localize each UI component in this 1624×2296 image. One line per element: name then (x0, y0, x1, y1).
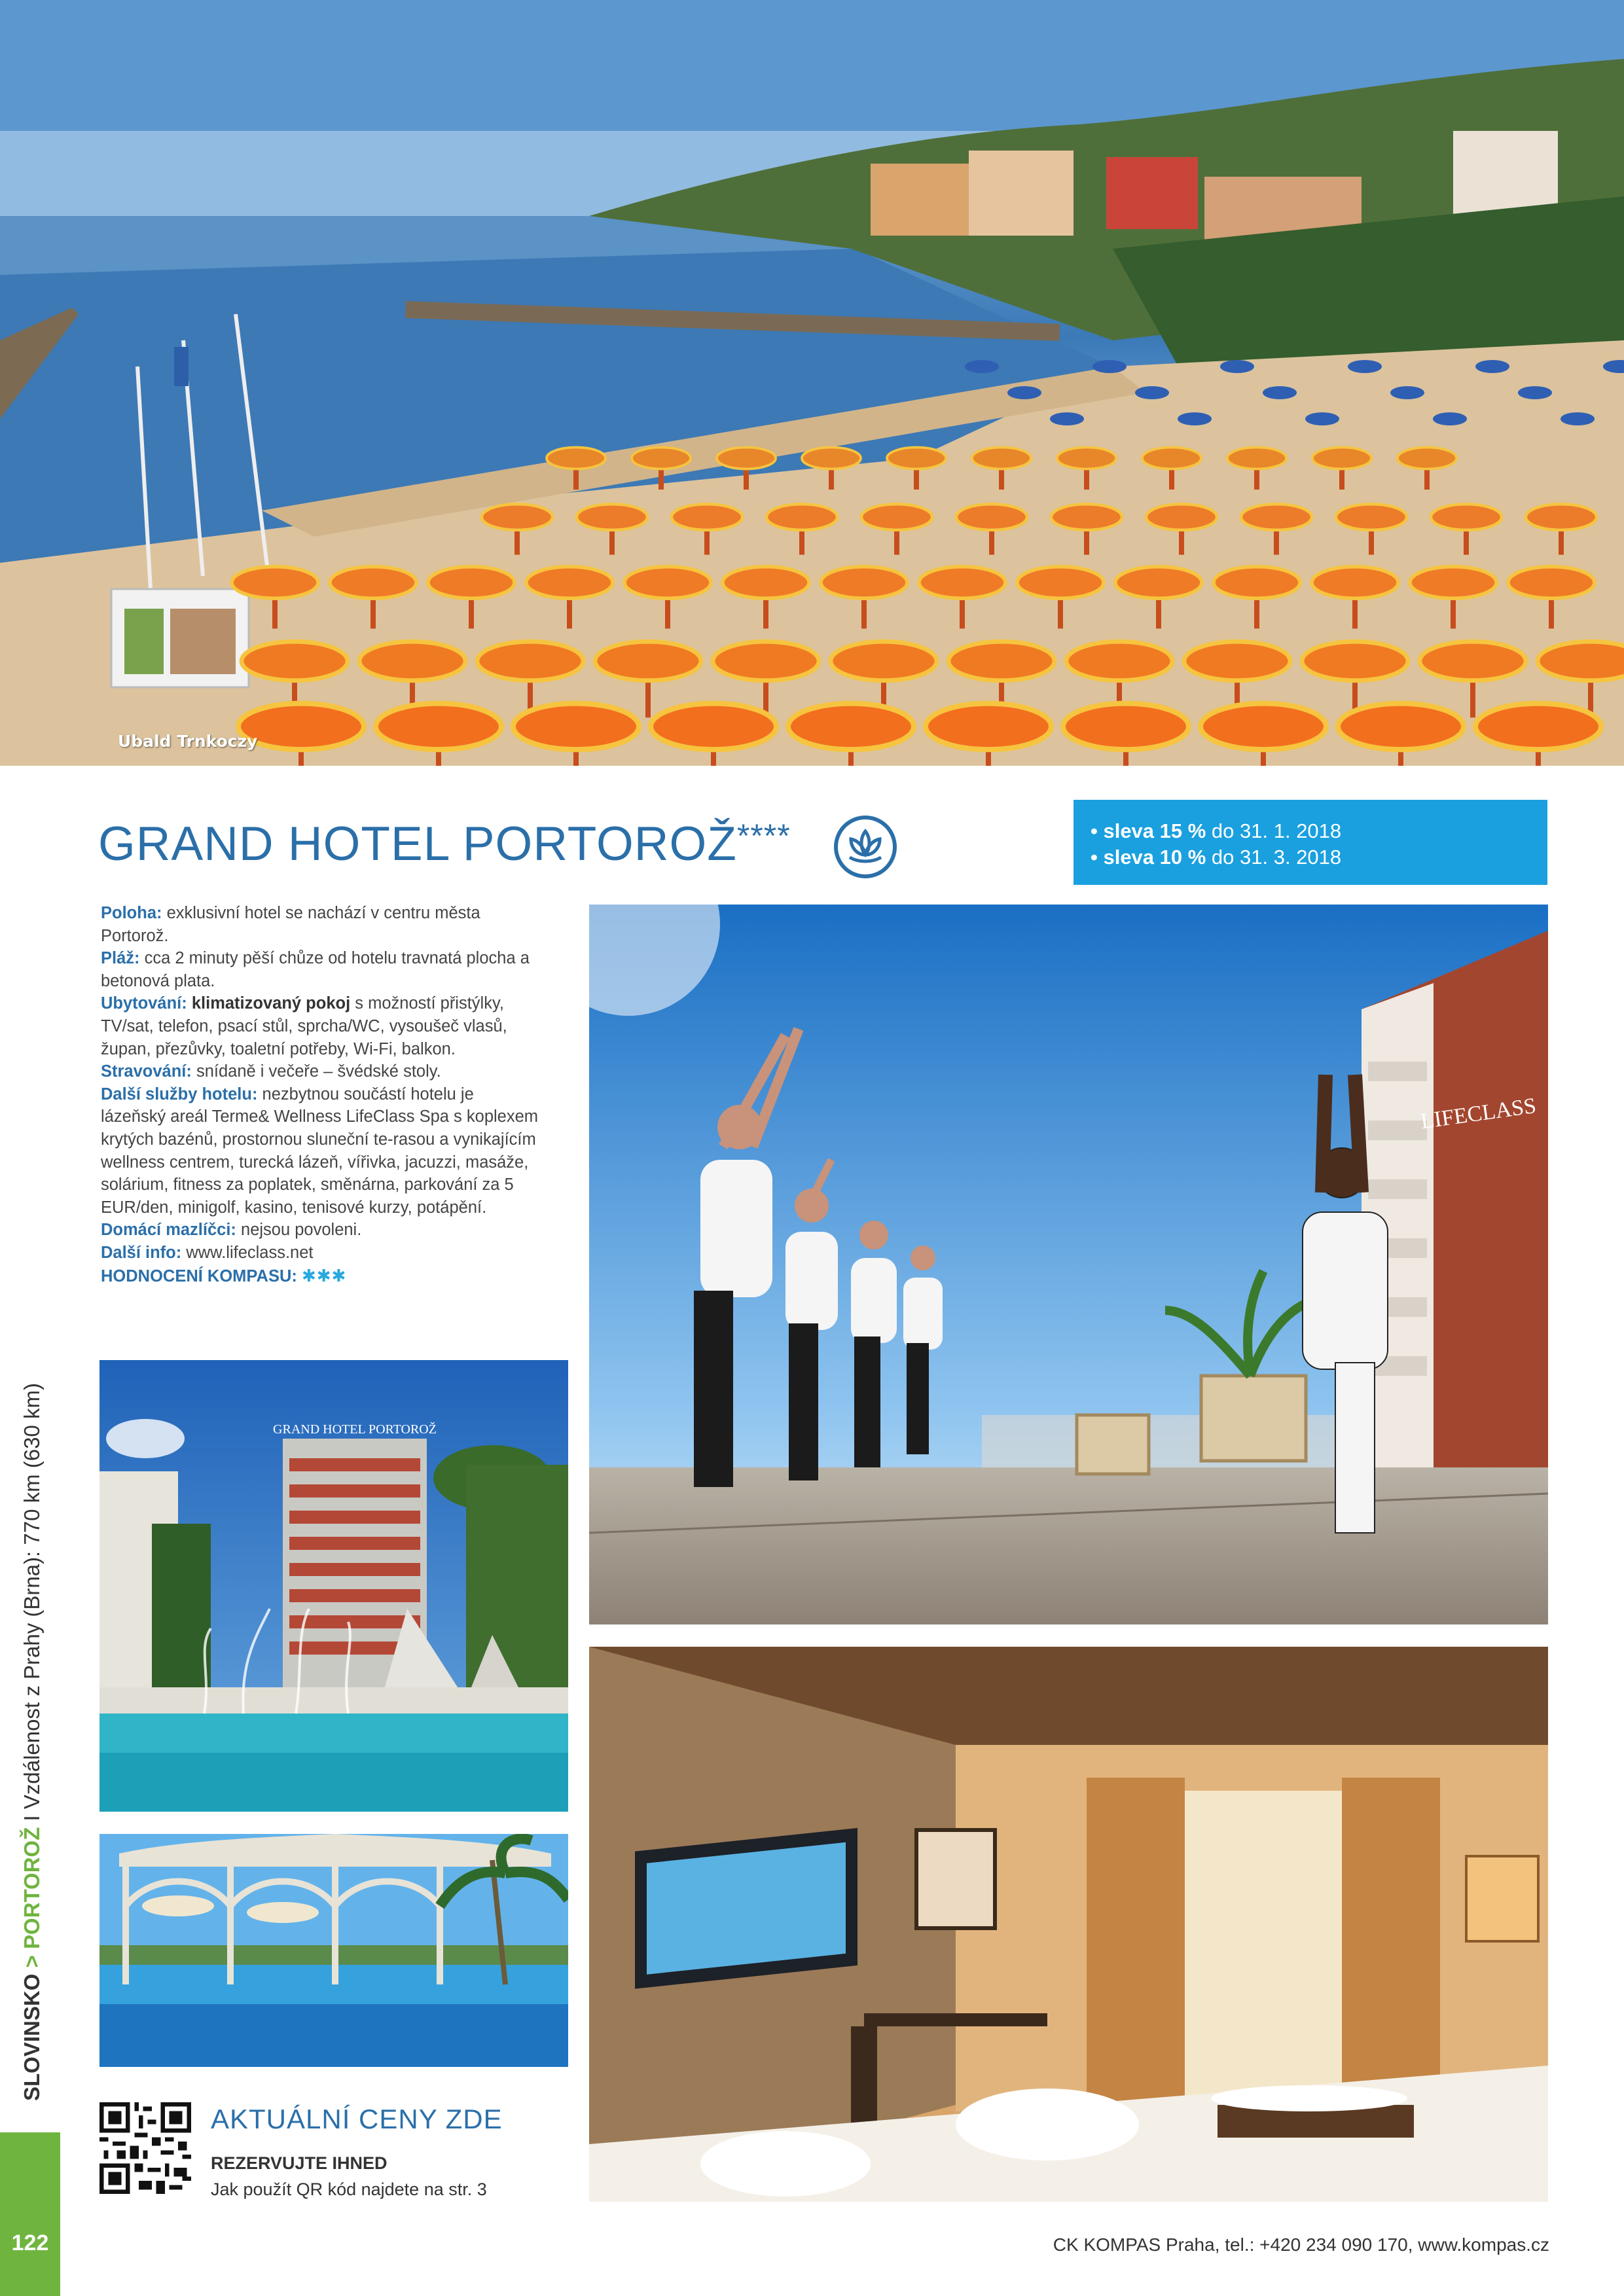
hotel-name: GRAND HOTEL PORTOROŽ (98, 817, 737, 870)
desc-plaz: Pláž: cca 2 minuty pěší chůze od hotelu travnatá plocha a betonová plata. (101, 949, 530, 990)
desc-ubytovani: Ubytování: klimatizovaný pokoj s možností přistýlky, TV/sat, telefon, psací stůl, sprcha/WC, vysoušeč vlasů, župan, přezůvky, toaletní potřeby, Wi-Fi, balkon. (101, 994, 507, 1058)
hotel-room-photo (589, 1647, 1548, 2202)
breadcrumb-arrow: > (20, 1949, 44, 1974)
separator: I (20, 1809, 44, 1827)
rooftop-yoga-photo (589, 905, 1548, 1624)
distance-label: Vzdálenost z Prahy (Brna): 770 km (630 km) (20, 1383, 44, 1810)
lotus-spa-icon (833, 814, 898, 880)
footer-contact: CK KOMPAS Praha, tel.: +420 234 090 170, www.kompas.cz (1053, 2234, 1549, 2255)
desc-poloha: Poloha: exklusivní hotel se nachází v centru města Portorož. (101, 904, 480, 945)
desc-stravovani: Stravování: snídaně i večeře – švédské stoly. (101, 1062, 441, 1081)
hotel-sign: GRAND HOTEL PORTOROŽ (273, 1422, 437, 1437)
side-location-text (20, 1302, 50, 2101)
hotel-fountain-photo (99, 1360, 568, 1812)
discount-box (1074, 800, 1547, 885)
qr-note: Jak použít QR kód najdete na str. 3 (211, 2179, 487, 2199)
website-link[interactable]: www.lifeclass.net (181, 1243, 314, 1262)
desc-hodnoceni: HODNOCENÍ KOMPASU: ✱✱✱ (101, 1265, 347, 1285)
desc-mazlicci: Domácí mazlíčci: nejsou povoleni. (101, 1221, 362, 1240)
page-number-tab (0, 2132, 60, 2296)
discount-line-1: • sleva 15 % do 31. 1. 2018 (1091, 819, 1342, 842)
pool-terrace-photo (99, 1834, 568, 2067)
country-label: SLOVINSKO (20, 1973, 44, 2101)
desc-info: Další info: www.lifeclass.net (101, 1243, 314, 1262)
hotel-stars: **** (736, 817, 791, 854)
page-number: 122 (11, 2231, 49, 2255)
discount-line-2: • sleva 10 % do 31. 3. 2018 (1091, 846, 1342, 869)
qr-code-icon[interactable] (99, 2102, 191, 2194)
hero-beach-photo (0, 0, 1624, 766)
photo-credit: Ubald Trnkoczy (118, 732, 258, 751)
lifeclass-sign: LIFECLASS (1419, 1093, 1538, 1134)
hotel-description (101, 902, 541, 1287)
reserve-now-label: REZERVUJTE IHNED (211, 2153, 388, 2173)
current-prices-link[interactable]: AKTUÁLNÍ CENY ZDE (211, 2104, 503, 2134)
place-label: PORTOROŽ (20, 1827, 44, 1950)
rating-stars-icon: ✱✱✱ (301, 1265, 347, 1285)
beach-scene (0, 0, 1624, 766)
desc-sluzby: Další služby hotelu: nezbytnou součástí hotelu je lázeňský areál Terme& Wellness LifeClass Spa s koplexem krytých bazénů, prostornou sluneční te-rasou a vynikajícím wellness centrem, turecká lázeň, vířivka, jacuzzi, masáže, solárium, fitness za poplatek, směnárna, parkování za 5 EUR/den, minigolf, kasino, tenisové kurzy, potápění. (101, 1085, 539, 1217)
hotel-title (98, 817, 791, 871)
